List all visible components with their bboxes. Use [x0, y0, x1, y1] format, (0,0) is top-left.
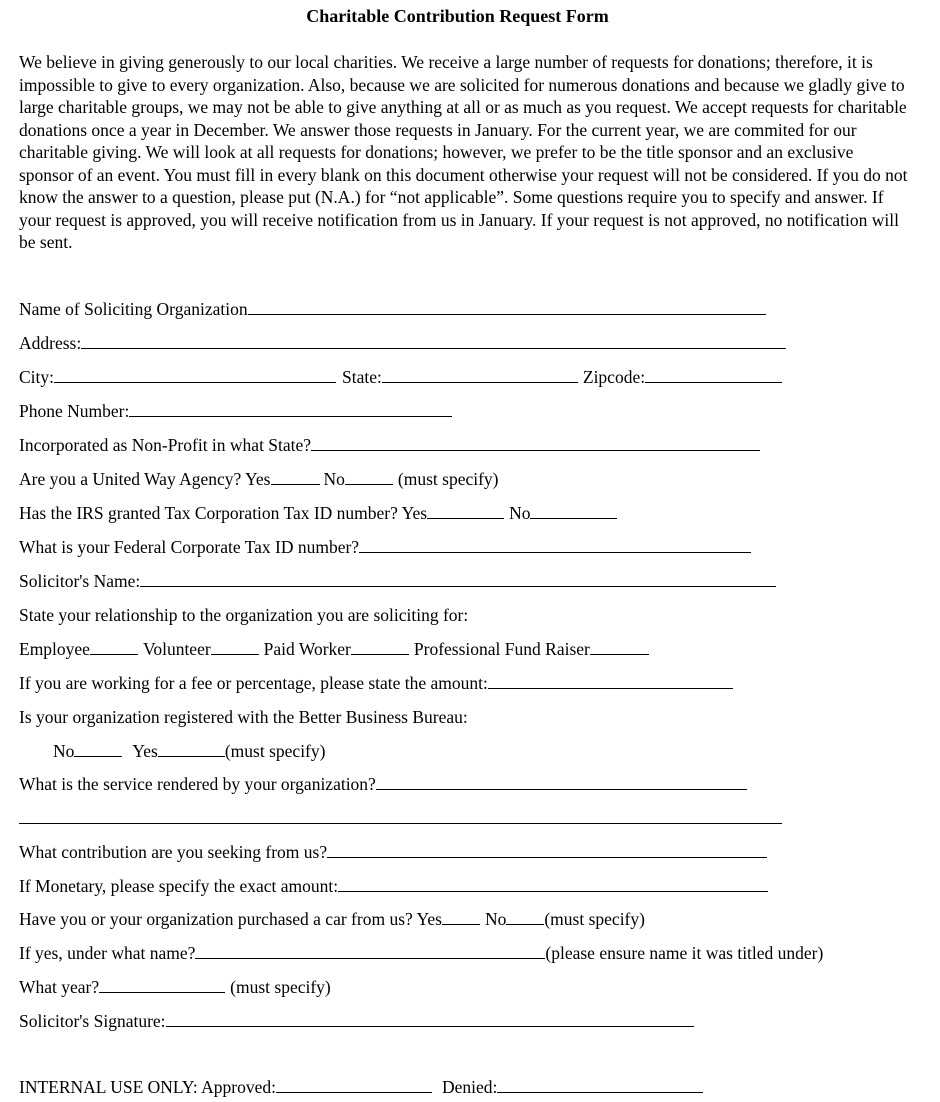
solicitor-name-label: Solicitor's Name:: [19, 571, 141, 591]
car-label: Have you or your organization purchased a car from us? Yes: [19, 909, 442, 929]
car-name-field[interactable]: [195, 941, 545, 959]
org-name-label: Name of Soliciting Organization: [19, 299, 248, 319]
solicitor-name-row: [19, 569, 776, 593]
car-must-specify: (must specify): [544, 909, 645, 929]
state-label: State:: [342, 367, 382, 387]
tax-id-row: [19, 535, 751, 559]
internal-use-row: [19, 1075, 703, 1099]
united-way-no-label: No: [323, 469, 345, 489]
denied-label: Denied:: [442, 1077, 498, 1097]
relationship-label: State your relationship to the organization you are soliciting for:: [19, 605, 469, 625]
monetary-field[interactable]: [338, 874, 768, 892]
irs-yes-field[interactable]: [427, 501, 504, 519]
bbb-label: Is your organization registered with the Better Business Bureau:: [19, 707, 468, 727]
phone-label: Phone Number:: [19, 401, 130, 421]
zipcode-field[interactable]: [645, 365, 782, 383]
united-way-must-specify: (must specify): [397, 469, 499, 489]
service-label: What is the service rendered by your organization?: [19, 774, 376, 794]
united-way-no-field[interactable]: [345, 467, 393, 485]
car-yes-field[interactable]: [442, 907, 480, 925]
contribution-label: What contribution are you seeking from us?: [19, 842, 328, 862]
fund-raiser-field[interactable]: [590, 637, 649, 655]
zipcode-label: Zipcode:: [582, 367, 646, 387]
approved-field[interactable]: [276, 1075, 432, 1093]
relationship-options-row: [19, 637, 649, 661]
car-name-note: (please ensure name it was titled under): [545, 943, 824, 963]
phone-row: [19, 399, 452, 423]
united-way-row: [19, 467, 499, 491]
address-field[interactable]: [81, 331, 786, 349]
incorporated-field[interactable]: [311, 433, 760, 451]
city-state-zip-row: [19, 365, 782, 389]
fee-row: [19, 671, 733, 695]
denied-field[interactable]: [497, 1075, 703, 1093]
volunteer-label: Volunteer: [142, 639, 211, 659]
monetary-label: If Monetary, please specify the exact amount:: [19, 876, 339, 896]
car-no-label: No: [484, 909, 507, 929]
bbb-row: [19, 705, 468, 729]
united-way-label: Are you a United Way Agency? Yes: [19, 469, 271, 489]
service-field[interactable]: [376, 772, 747, 790]
signature-field[interactable]: [166, 1009, 694, 1027]
car-no-field[interactable]: [506, 907, 544, 925]
service-field-line-2[interactable]: [19, 806, 782, 824]
irs-row: [19, 501, 617, 525]
employee-field[interactable]: [90, 637, 138, 655]
incorporated-row: [19, 433, 760, 457]
employee-label: Employee: [19, 639, 90, 659]
irs-no-field[interactable]: [530, 501, 617, 519]
bbb-no-label: No: [53, 741, 75, 761]
volunteer-field[interactable]: [211, 637, 259, 655]
tax-id-label: What is your Federal Corporate Tax ID number?: [19, 537, 360, 557]
car-name-label: If yes, under what name?: [19, 943, 196, 963]
signature-label: Solicitor's Signature:: [19, 1011, 166, 1031]
fund-raiser-label: Professional Fund Raiser: [413, 639, 590, 659]
fee-label: If you are working for a fee or percentage, please state the amount:: [19, 673, 488, 693]
irs-no-label: No: [509, 503, 531, 523]
bbb-yes-field[interactable]: [158, 739, 225, 757]
united-way-yes-field[interactable]: [271, 467, 320, 485]
org-name-row: [19, 297, 766, 321]
address-label: Address:: [19, 333, 82, 353]
irs-label: Has the IRS granted Tax Corporation Tax ID number? Yes: [19, 503, 428, 523]
city-label: City:: [19, 367, 55, 387]
paid-worker-field[interactable]: [351, 637, 409, 655]
what-year-field[interactable]: [99, 975, 225, 993]
address-row: [19, 331, 786, 355]
relationship-row: [19, 603, 468, 627]
bbb-options-row: [53, 739, 325, 763]
bbb-must-specify: (must specify): [224, 741, 326, 761]
fee-field[interactable]: [488, 671, 733, 689]
signature-row: [19, 1009, 694, 1033]
car-name-row: [19, 941, 823, 965]
contribution-field[interactable]: [327, 840, 767, 858]
form-title: Charitable Contribution Request Form: [306, 6, 609, 26]
bbb-no-field[interactable]: [74, 739, 122, 757]
phone-field[interactable]: [129, 399, 452, 417]
internal-use-label: INTERNAL USE ONLY: Approved:: [19, 1077, 277, 1097]
what-year-must-specify: (must specify): [230, 977, 331, 997]
state-field[interactable]: [382, 365, 578, 383]
bbb-yes-label: Yes: [132, 741, 158, 761]
service-row: [19, 772, 747, 796]
solicitor-name-field[interactable]: [140, 569, 776, 587]
intro-paragraph: We believe in giving generously to our local charities. We receive a large number of requests for donations; therefore, it is impossible to give to every organization. Also, because we are solicited for numerous donations and because we gladly give to large charitable groups, we may not be able to give anything at all or as much as you request. We accept requests for charitable donations once a year in December. We answer those requests in January. For the current year, we are commited for our charitable giving. We will look at all requests for donations; however, we prefer to be the title sponsor and an exclusive sponsor of an event. You must fill in every blank on this document otherwise your request will not be considered. If you do not know the answer to a question, please put (N.A.) for “not applicable”. Some questions require you to specify and answer. If your request is approved, you will receive notification from us in January. If your request is not approved, no notification will be sent.: [19, 52, 908, 252]
car-row: [19, 907, 645, 931]
incorporated-label: Incorporated as Non-Profit in what State?: [19, 435, 312, 455]
paid-worker-label: Paid Worker: [263, 639, 351, 659]
contribution-row: [19, 840, 767, 864]
org-name-field[interactable]: [248, 297, 766, 315]
monetary-row: [19, 874, 768, 898]
tax-id-field[interactable]: [359, 535, 751, 553]
service-continuation-row: [19, 806, 782, 830]
what-year-label: What year?: [19, 977, 100, 997]
what-year-row: [19, 975, 331, 999]
city-field[interactable]: [54, 365, 336, 383]
